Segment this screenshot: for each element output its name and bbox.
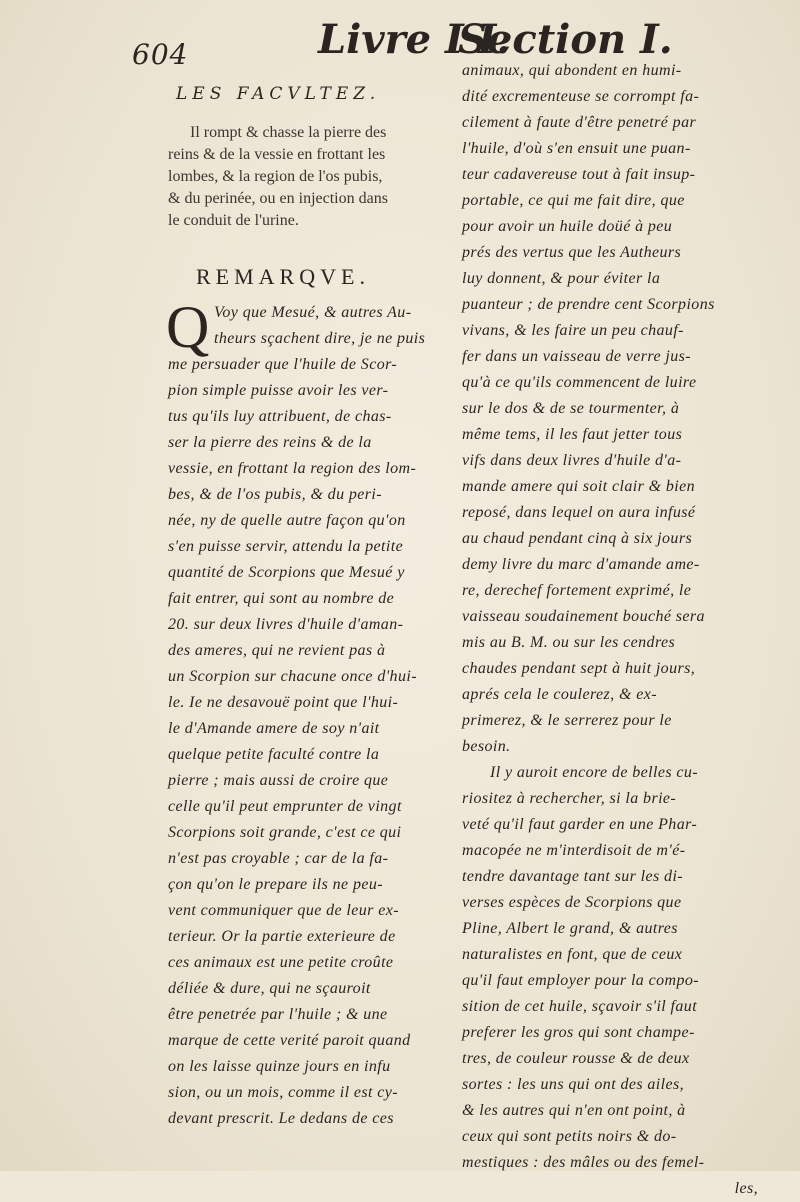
text-line: on les laisse quinze jours en infu [168, 1058, 391, 1075]
text-line: bes, & de l'os pubis, & du peri- [168, 486, 382, 503]
text-line: sur le dos & de se tourmenter, à [462, 400, 680, 417]
text-line: l'huile, d'où s'en ensuit une puan- [462, 140, 691, 157]
right-column [462, 58, 800, 1202]
text-line: theurs sçachent dire, je ne puis [214, 330, 426, 347]
text-line: vent communiquer que de leur ex- [168, 902, 399, 919]
text-line: Il y auroit encore de belles cu- [490, 764, 698, 781]
intro-paragraph [168, 122, 456, 232]
text-line: tendre davantage tant sur les di- [462, 868, 684, 885]
text-line: même tems, il les faut jetter tous [462, 426, 683, 443]
text-line: s'en puisse servir, attendu la petite [168, 538, 404, 555]
text-line: teur cadavereuse tout à fait insup- [462, 166, 696, 183]
text-line: demy livre du marc d'amande ame- [462, 556, 700, 573]
running-head-book: Livre I I. [318, 16, 511, 63]
text-line: vessie, en frottant la region des lom- [168, 460, 417, 477]
text-line: marque de cette verité paroit quand [168, 1032, 411, 1049]
text-line: prés des vertus que les Autheurs [462, 244, 682, 261]
text-line: Scorpions soit grande, c'est ce qui [168, 824, 402, 841]
text-line: pour avoir un huile doüé à peu [462, 218, 673, 235]
text-line: mestiques : des mâles ou des femel- [462, 1154, 705, 1171]
text-line: macopée ne m'interdisoit de m'é- [462, 842, 686, 859]
text-line: re, derechef fortement exprimé, le [462, 582, 692, 599]
text-line: veté qu'il faut garder en une Phar- [462, 816, 698, 833]
text-line: qu'à ce qu'ils commencent de luire [462, 374, 697, 391]
drop-cap: Q [166, 294, 210, 360]
page-number: 604 [132, 38, 189, 71]
section-title: LES FACVLTEZ. [176, 84, 381, 104]
text-line: des ameres, qui ne revient pas à [168, 642, 386, 659]
text-line: puanteur ; de prendre cent Scorpions [462, 296, 715, 313]
text-line: vivans, & les faire un peu chauf- [462, 322, 684, 339]
text-line: sion, ou un mois, comme il est cy- [168, 1084, 399, 1101]
text-line: au chaud pendant cinq à six jours [462, 530, 693, 547]
text-line: fer dans un vaisseau de verre jus- [462, 348, 691, 365]
text-line: pierre ; mais aussi de croire que [168, 772, 389, 789]
text-line: devant prescrit. Le dedans de ces [168, 1110, 394, 1127]
text-line: tus qu'ils luy attribuent, de chas- [168, 408, 392, 425]
text-line: & les autres qui n'en ont point, à [462, 1102, 686, 1119]
text-line: le conduit de l'urine. [168, 212, 299, 229]
text-line: Pline, Albert le grand, & autres [462, 920, 678, 937]
text-line: pion simple puisse avoir les ver- [168, 382, 389, 399]
text-line: née, ny de quelle autre façon qu'on [168, 512, 406, 529]
text-line: preferer les gros qui sont champe- [462, 1024, 695, 1041]
text-line: vaisseau soudainement bouché sera [462, 608, 705, 625]
text-line: les, [734, 1180, 758, 1197]
text-line: aprés cela le coulerez, & ex- [462, 686, 657, 703]
text-line: naturalistes en font, que de ceux [462, 946, 683, 963]
text-line: n'est pas croyable ; car de la fa- [168, 850, 389, 867]
text-line: qu'il faut employer pour la compo- [462, 972, 699, 989]
text-line: 20. sur deux livres d'huile d'aman- [168, 616, 404, 633]
text-line: portable, ce qui me fait dire, que [462, 192, 685, 209]
text-line: quelque petite faculté contre la [168, 746, 380, 763]
text-line: reins & de la vessie en frottant les [168, 146, 386, 163]
text-line: cilement à faute d'être penetré par [462, 114, 697, 131]
remark-heading: REMARQVE. [196, 264, 370, 289]
text-line: vifs dans deux livres d'huile d'a- [462, 452, 682, 469]
remark-paragraph [166, 294, 456, 1132]
text-line: riositez à rechercher, si la brie- [462, 790, 677, 807]
text-line: fait entrer, qui sont au nombre de [168, 590, 395, 607]
text-line: Voy que Mesué, & autres Au- [214, 304, 412, 321]
text-line: mis au B. M. ou sur les cendres [462, 634, 676, 651]
text-line: le d'Amande amere de soy n'ait [168, 720, 380, 737]
text-line: ces animaux est une petite croûte [168, 954, 394, 971]
text-line: reposé, dans lequel on aura infusé [462, 504, 696, 521]
text-line: quantité de Scorpions que Mesué y [168, 564, 405, 581]
text-line: primerez, & le serrerez pour le [462, 712, 672, 729]
text-line: animaux, qui abondent en humi- [462, 62, 682, 79]
running-head-section: Section I. [458, 16, 673, 63]
text-line: dité excrementeuse se corrompt fa- [462, 88, 700, 105]
text-line: le. Ie ne desavouë point que l'hui- [168, 694, 399, 711]
text-line: luy donnent, & pour éviter la [462, 270, 661, 287]
text-line: celle qu'il peut emprunter de vingt [168, 798, 402, 815]
text-line: mande amere qui soit clair & bien [462, 478, 696, 495]
text-line: sition de cet huile, sçavoir s'il faut [462, 998, 698, 1015]
text-line: tres, de couleur rousse & de deux [462, 1050, 690, 1067]
text-line: & du perinée, ou en injection dans [168, 190, 388, 207]
text-line: chaudes pendant sept à huit jours, [462, 660, 696, 677]
text-line: verses espèces de Scorpions que [462, 894, 682, 911]
text-line: Il rompt & chasse la pierre des [190, 124, 387, 141]
text-line: ser la pierre des reins & de la [168, 434, 372, 451]
text-line: besoin. [462, 738, 511, 755]
text-line: sortes : les uns qui ont des ailes, [462, 1076, 684, 1093]
left-column [168, 80, 456, 1132]
text-line: ceux qui sont petits noirs & do- [462, 1128, 677, 1145]
text-line: un Scorpion sur chacune once d'hui- [168, 668, 417, 685]
text-line: terieur. Or la partie exterieure de [168, 928, 396, 945]
text-line: déliée & dure, qui ne sçauroit [168, 980, 371, 997]
text-line: me persuader que l'huile de Scor- [168, 356, 398, 373]
text-line: lombes, & la region de l'os pubis, [168, 168, 383, 185]
text-line: çon qu'on le prepare ils ne peu- [168, 876, 383, 893]
text-line: être penetrée par l'huile ; & une [168, 1006, 388, 1023]
